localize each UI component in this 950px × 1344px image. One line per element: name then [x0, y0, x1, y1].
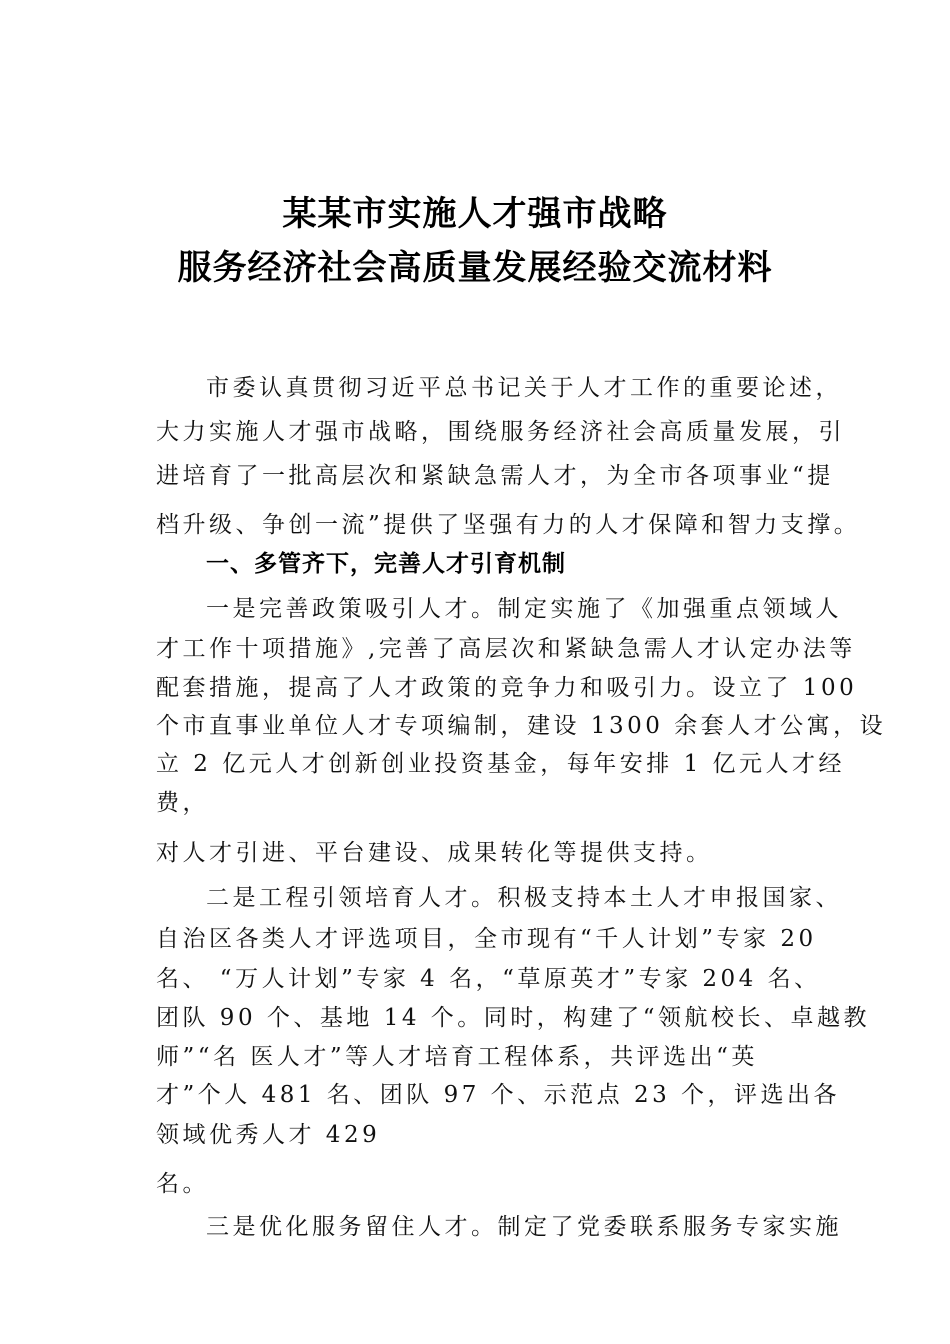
para2-line-4: 团队 90 个、基地 14 个。同时，构建了“领航校长、卓越教: [156, 1005, 871, 1031]
para1-line-2: 才工作十项措施》,完善了高层次和紧缺急需人才认定办法等: [156, 636, 856, 662]
para2-line-3: 名、 “万人计划”专家 4 名，“草原英才”专家 204 名、: [156, 966, 821, 992]
para2-line-1: 二是工程引领培育人才。积极支持本土人才申报国家、: [206, 885, 842, 911]
para1-line-7: 对人才引进、平台建设、成果转化等提供支持。: [156, 840, 713, 866]
intro-line-4: 档升级、争创一流”提供了坚强有力的人才保障和智力支撑。: [156, 512, 861, 538]
section-1-heading: 一、多管齐下，完善人才引育机制: [206, 551, 566, 577]
intro-line-3: 进培育了一批高层次和紧缺急需人才，为全市各项事业“提: [156, 463, 834, 489]
para1-line-3: 配套措施，提高了人才政策的竞争力和吸引力。设立了 100: [156, 675, 858, 701]
para2-line-7: 领域优秀人才 429: [156, 1122, 381, 1148]
intro-line-2: 大力实施人才强市战略，围绕服务经济社会高质量发展，引: [156, 419, 845, 445]
para2-line-8: 名。: [156, 1171, 209, 1197]
para2-line-2: 自治区各类人才评选项目，全市现有“千人计划”专家 20: [156, 926, 817, 952]
document-title-line-1: 某某市实施人才强市战略: [282, 194, 668, 234]
para1-line-4: 个市直事业单位人才专项编制，建设 1300 余套人才公寓，设: [156, 713, 887, 739]
para2-line-6: 才”个人 481 名、团队 97 个、示范点 23 个，评选出各: [156, 1082, 841, 1108]
para1-line-5: 立 2 亿元人才创新创业投资基金，每年安排 1 亿元人才经: [156, 751, 846, 777]
para2-line-5: 师”“名 医人才”等人才培育工程体系，共评选出“英: [156, 1044, 758, 1070]
intro-line-1: 市委认真贯彻习近平总书记关于人才工作的重要论述，: [206, 375, 842, 401]
para1-line-6: 费，: [156, 790, 209, 816]
document-title-line-2: 服务经济社会高质量发展经验交流材料: [177, 248, 773, 288]
para1-line-1: 一是完善政策吸引人才。制定实施了《加强重点领域人: [206, 596, 842, 622]
para3-line-1: 三是优化服务留住人才。制定了党委联系服务专家实施: [206, 1214, 842, 1240]
